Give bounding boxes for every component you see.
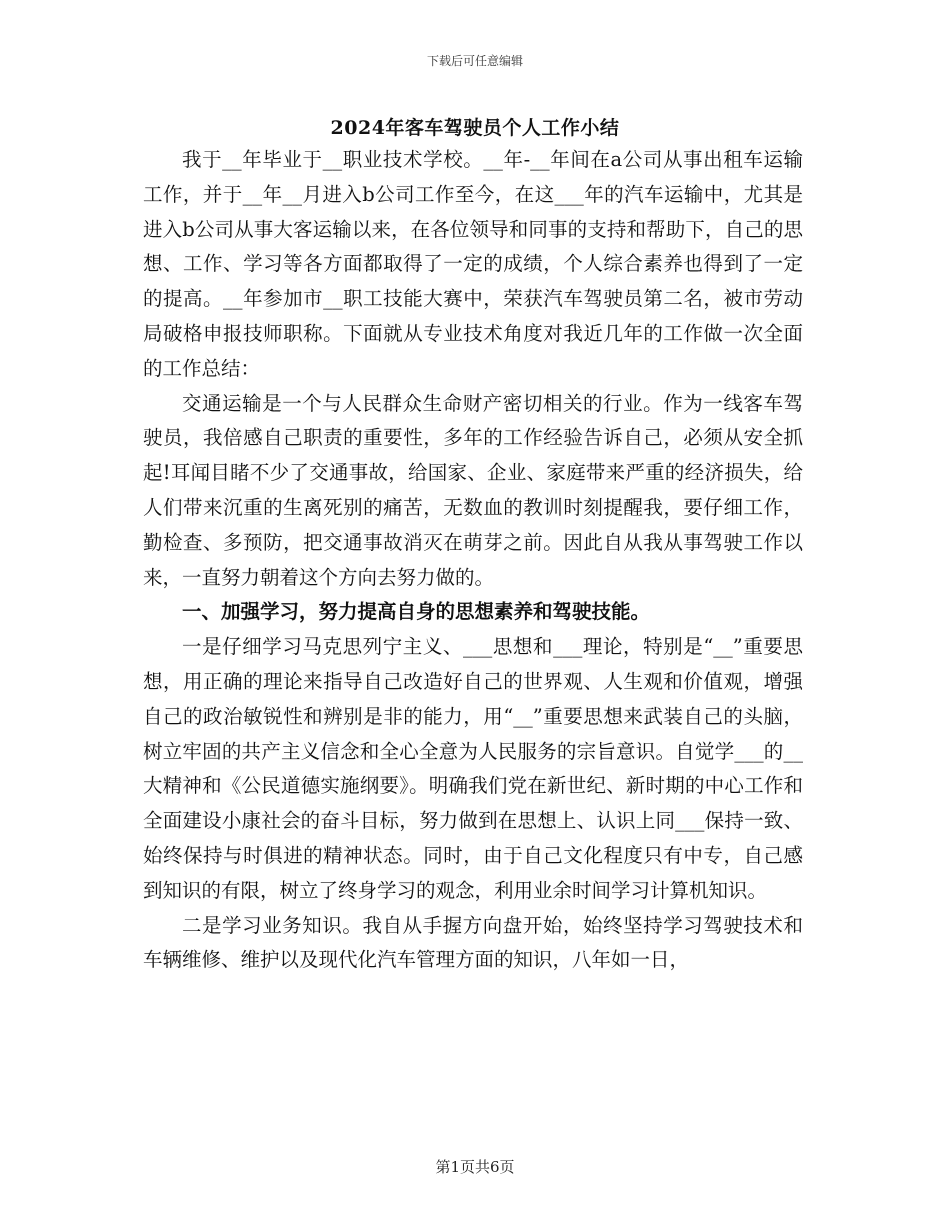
document-body: [143, 143, 803, 978]
paragraph-study-business: 二是学习业务知识。我自从手握方向盘开始，始终坚持学习驾驶技术和车辆维修、维护以及现代化汽车管理方面的知识，八年如一日，: [143, 913, 803, 972]
paragraph-safety: 交通运输是一个与人民群众生命财产密切相关的行业。作为一线客车驾驶员，我倍感自己职责的重要性，多年的工作经验告诉自己，必须从安全抓起!耳闻目睹不少了交通事故，给国家、企业、家庭带来严重的经济损失，给人们带来沉重的生离死别的痛苦，无数血的教训时刻提醒我，要仔细工作，勤检查、多预防，把交通事故消灭在萌芽之前。因此自从我从事驾驶工作以来，一直努力朝着这个方向去努力做的。: [143, 391, 803, 589]
document-title: 2024年客车驾驶员个人工作小结: [330, 117, 620, 139]
page-number: 第1页共6页: [435, 1158, 515, 1176]
section-heading: 一、加强学习，努力提高自身的思想素养和驾驶技能。: [182, 600, 651, 624]
paragraph-study-theory: 一是仔细学习马克思列宁主义、___思想和___理论，特别是“__”重要思想，用正确的理论来指导自己改造好自己的世界观、人生观和价值观，增强自己的政治敏锐性和辨别是非的能力，用“__”重要思想来武装自己的头脑，树立牢固的共产主义信念和全心全意为人民服务的宗旨意识。自觉学___的__大精神和《公民道德实施纲要》。明确我们党在新世纪、新时期的中心工作和全面建设小康社会的奋斗目标，努力做到在思想上、认识上同___保持一致、始终保持与时俱进的精神状态。同时，由于自己文化程度只有中专，自己感到知识的有限，树立了终身学习的观念，利用业余时间学习计算机知识。: [143, 635, 803, 902]
paragraph-intro: 我于__年毕业于__职业技术学校。__年-__年间在a公司从事出租车运输工作，并于__年__月进入b公司工作至今，在这___年的汽车运输中，尤其是进入b公司从事大客运输以来，在各位领导和同事的支持和帮助下，自己的思想、工作、学习等各方面都取得了一定的成绩，个人综合素养也得到了一定的提高。__年参加市__职工技能大赛中，荣获汽车驾驶员第二名，被市劳动局破格申报技师职称。下面就从专业技术角度对我近几年的工作做一次全面的工作总结：: [143, 148, 803, 380]
page-header: 下载后可任意编辑: [426, 54, 523, 68]
